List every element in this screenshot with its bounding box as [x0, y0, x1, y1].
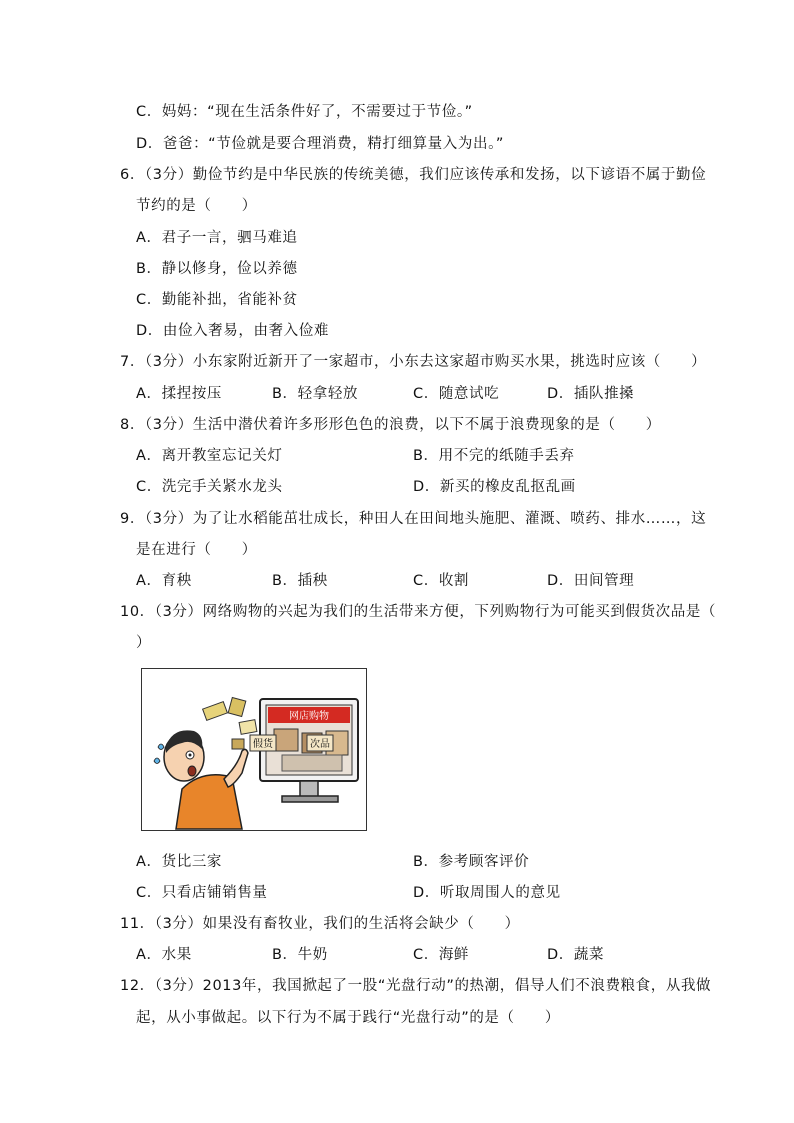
q6-stem-line2: 节约的是（ ）	[136, 198, 257, 214]
q6-option-d: D．由俭入奢易，由奢入俭难	[136, 323, 329, 339]
q6-stem-line1: 6．（3分）勤俭节约是中华民族的传统美德，我们应该传承和发扬，以下谚语不属于勤俭	[120, 167, 707, 183]
q9-option-c: C．收割	[413, 573, 470, 589]
tag-fake-goods: 假货	[253, 739, 273, 750]
q9-option-a: A．育秧	[136, 573, 192, 589]
q7-stem-line1: 7．（3分）小东家附近新开了一家超市，小东去这家超市购买水果，挑选时应该（ ）	[120, 354, 707, 370]
q5-option-c: C．妈妈：“现在生活条件好了，不需要过于节俭。”	[136, 104, 473, 120]
q10-option-a: A．货比三家	[136, 854, 223, 870]
q7-option-a: A．揉捏按压	[136, 386, 223, 402]
q10-stem-line1: 10．（3分）网络购物的兴起为我们的生活带来方便，下列购物行为可能买到假货次品是（	[120, 604, 717, 620]
q9-option-d: D．田间管理	[547, 573, 635, 589]
q9-stem-line2: 是在进行（ ）	[136, 542, 257, 558]
q11-option-a: A．水果	[136, 947, 192, 963]
q6-option-b: B．静以修身，俭以养德	[136, 261, 298, 277]
q5-option-d: D．爸爸：“节俭就是要合理消费，精打细算量入为出。”	[136, 136, 505, 152]
q11-option-b: B．牛奶	[272, 947, 328, 963]
q8-option-b: B．用不完的纸随手丢弃	[413, 448, 575, 464]
tag-defective-goods: 次品	[310, 739, 330, 750]
q10-stem-line2: ）	[136, 635, 152, 651]
shop-banner-text: 网店购物	[289, 711, 329, 722]
q12-stem-line2: 起，从小事做起。以下行为不属于践行“光盘行动”的是（ ）	[136, 1010, 560, 1026]
q10-option-c: C．只看店铺销售量	[136, 885, 268, 901]
q7-option-b: B．轻拿轻放	[272, 386, 359, 402]
q6-option-c: C．勤能补拙，省能补贫	[136, 292, 298, 308]
q8-option-d: D．新买的橡皮乱抠乱画	[413, 479, 576, 495]
q7-option-c: C．随意试吃	[413, 386, 500, 402]
q11-option-c: C．海鲜	[413, 947, 470, 963]
q6-option-a: A．君子一言，驷马难追	[136, 230, 298, 246]
q10-option-d: D．听取周围人的意见	[413, 885, 561, 901]
illustration-svg	[142, 669, 366, 830]
q7-option-d: D．插队推搡	[547, 386, 635, 402]
q11-option-d: D．蔬菜	[547, 947, 605, 963]
q9-stem-line1: 9．（3分）为了让水稻能茁壮成长，种田人在田间地头施肥、灌溉、喷药、排水……，这	[120, 511, 707, 527]
online-shopping-illustration	[141, 668, 367, 831]
q8-stem-line1: 8．（3分）生活中潜伏着许多形形色色的浪费，以下不属于浪费现象的是（ ）	[120, 417, 661, 433]
q12-stem-line1: 12．（3分）2013年，我国掀起了一股“光盘行动”的热潮，倡导人们不浪费粮食，从我做	[120, 978, 712, 994]
q8-option-a: A．离开教室忘记关灯	[136, 448, 283, 464]
q11-stem-line1: 11．（3分）如果没有畜牧业，我们的生活将会缺少（ ）	[120, 916, 520, 932]
q10-option-b: B．参考顾客评价	[413, 854, 530, 870]
q9-option-b: B．插秧	[272, 573, 328, 589]
q8-option-c: C．洗完手关紧水龙头	[136, 479, 283, 495]
